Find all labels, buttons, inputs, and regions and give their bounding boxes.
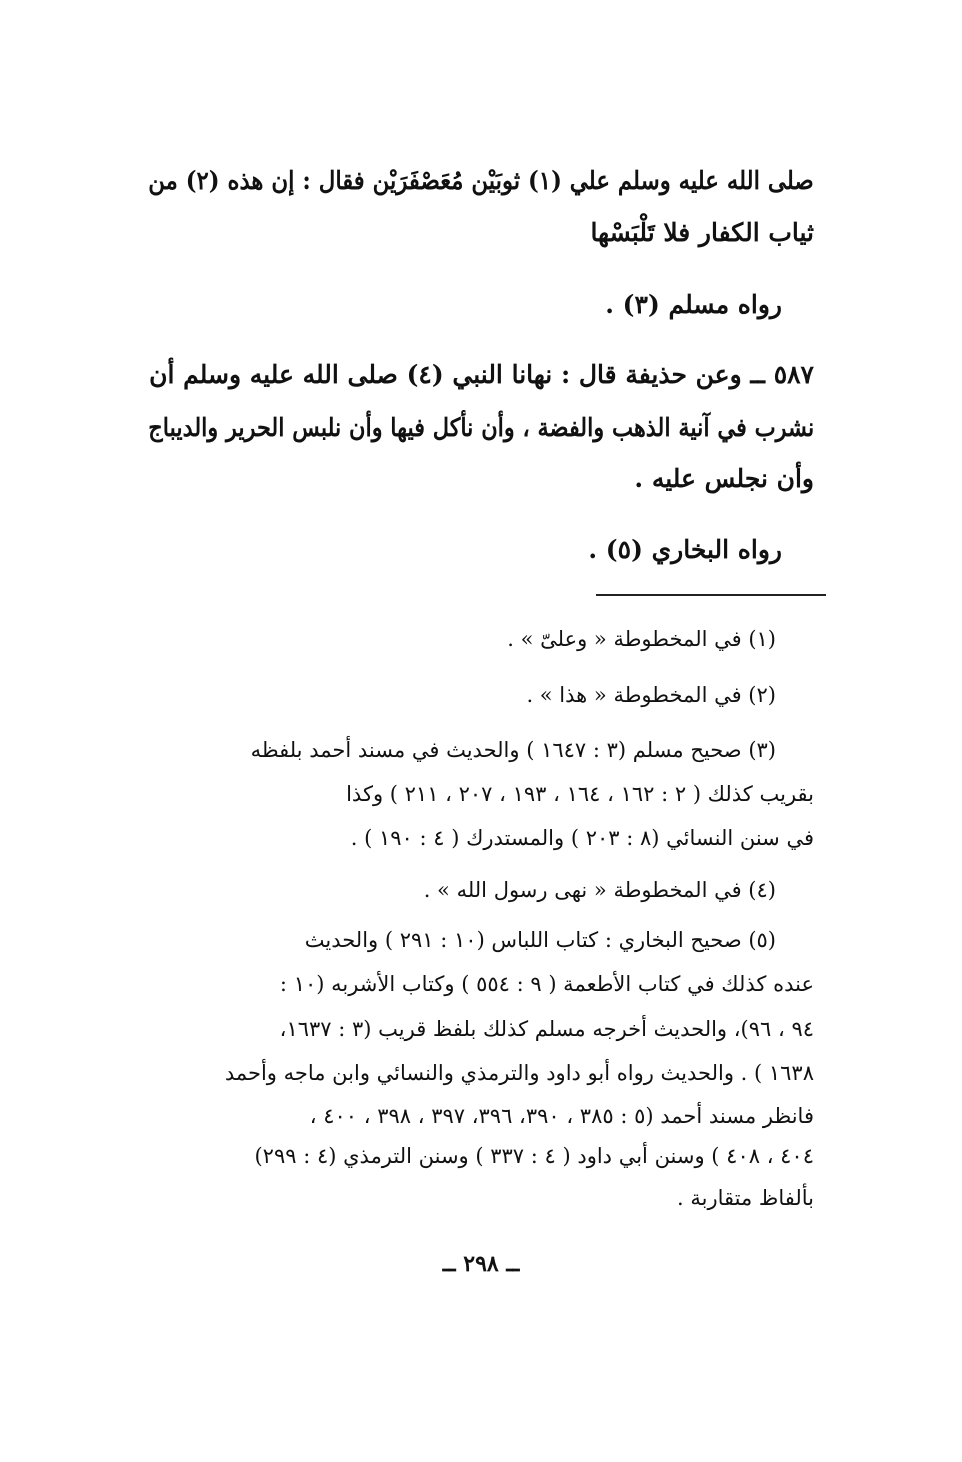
footnote-4: (٤) في المخطوطة « نهى رسول الله » . <box>423 878 776 902</box>
footnote-5-line-3: ٩٤ ، ٩٦)، والحديث أخرجه مسلم كذلك بلفظ قريب (٣ : ١٦٣٧، <box>279 1017 814 1041</box>
narration-bukhari: رواه البخاري (٥) . <box>588 535 782 564</box>
footnote-3-line-3: في سنن النسائي (٨ : ٢٠٣ ) والمستدرك ( ٤ : ١٩٠ ) . <box>350 826 814 850</box>
footnote-5-line-6: ٤٠٤ ، ٤٠٨ ) وسنن أبي داود ( ٤ : ٣٣٧ ) وسنن الترمذي (٤ : ٢٩٩) <box>254 1144 814 1168</box>
footnote-1: (١) في المخطوطة « وعلىّ » . <box>507 627 776 651</box>
page-number: ــ ٢٩٨ ــ <box>442 1251 520 1277</box>
hadith-587-line-2: نشرب في آنية الذهب والفضة ، وأن نأكل فيها وأن نلبس الحرير والديباج <box>148 413 814 442</box>
hadith-586-line-1: صلى الله عليه وسلم علي (١) ثوبَيْن مُعَصْفَرَيْن فقال : إن هذه (٢) من <box>148 166 814 195</box>
hadith-587-line-1: ٥٨٧ ــ وعن حذيفة قال : نهانا النبي (٤) صلى الله عليه وسلم أن <box>149 360 814 389</box>
footnote-5-line-5: فانظر مسند أحمد (٥ : ٣٨٥ ، ٣٩٠، ٣٩٦، ٣٩٧ ، ٣٩٨ ، ٤٠٠ ، <box>309 1104 814 1128</box>
footnote-2: (٢) في المخطوطة « هذا » . <box>526 683 776 707</box>
footnote-separator <box>596 594 826 596</box>
footnote-5-line-1: (٥) صحيح البخاري : كتاب اللباس (١٠ : ٢٩١ ) والحديث <box>304 928 776 952</box>
hadith-587-line-3: وأن نجلس عليه . <box>634 464 814 493</box>
footnote-3-line-2: بقريب كذلك ( ٢ : ١٦٢ ، ١٦٤ ، ١٩٣ ، ٢٠٧ ، ٢١١ ) وكذا <box>346 782 814 806</box>
hadith-586-line-2: ثياب الكفار فلا تَلْبَسْها <box>590 218 814 247</box>
footnote-5-line-4: ١٦٣٨ ) . والحديث رواه أبو داود والترمذي والنسائي وابن ماجه وأحمد <box>224 1061 814 1085</box>
narration-muslim: رواه مسلم (٣) . <box>605 290 782 319</box>
footnote-5-line-7: بألفاظ متقاربة . <box>677 1186 814 1210</box>
footnote-5-line-2: عنده كذلك في كتاب الأطعمة ( ٩ : ٥٥٤ ) وكتاب الأشربه (١٠ : <box>279 972 814 996</box>
footnote-3-line-1: (٣) صحيح مسلم (٣ : ١٦٤٧ ) والحديث في مسند أحمد بلفظه <box>250 738 776 762</box>
